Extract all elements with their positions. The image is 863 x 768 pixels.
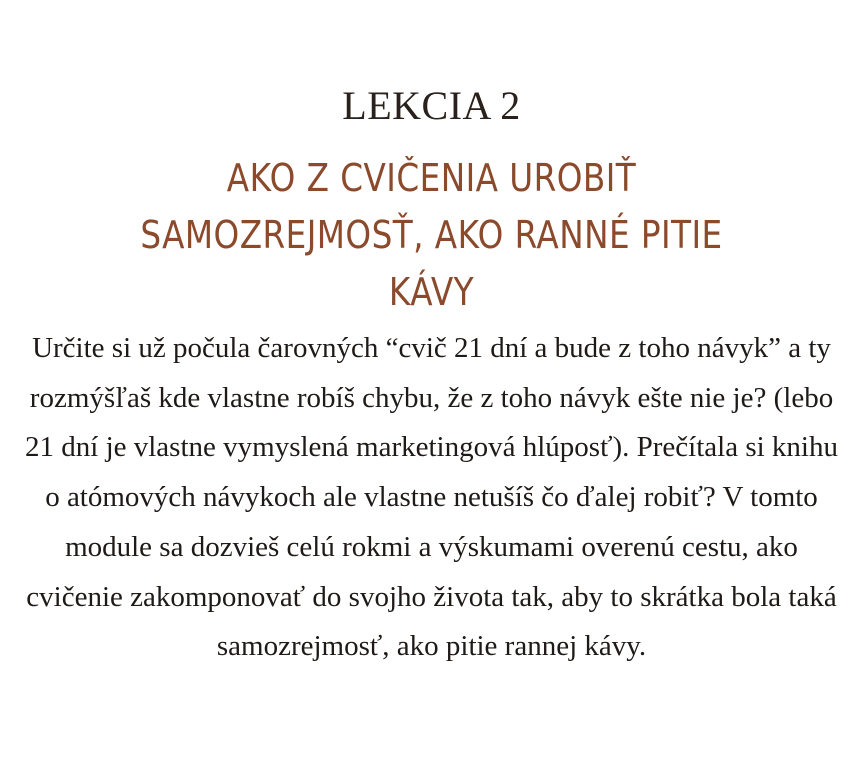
- lesson-description: Určite si už počula čarovných “cvič 21 dní a bude z toho návyk” a ty rozmýšľaš kde vlastne robíš chybu, že z toho návyk ešte nie je? (lebo 21 dní je vlastne vymyslená marketingová hlúposť). Prečítala si knihu o atómových návykoch ale vlastne netušíš čo ďalej robiť? V tomto module sa dozvieš celú rokmi a výskumami overenú cestu, ako cvičenie zakomponovať do svojho života tak, aby to skrátka bola taká samozrejmosť, ako pitie rannej kávy.: [25, 332, 838, 663]
- lesson-title: AKO Z CVIČENIA UROBIŤ SAMOZREJMOSŤ, AKO RANNÉ PITIE KÁVY: [140, 156, 723, 314]
- lesson-number-heading: LEKCIA 2: [342, 83, 521, 128]
